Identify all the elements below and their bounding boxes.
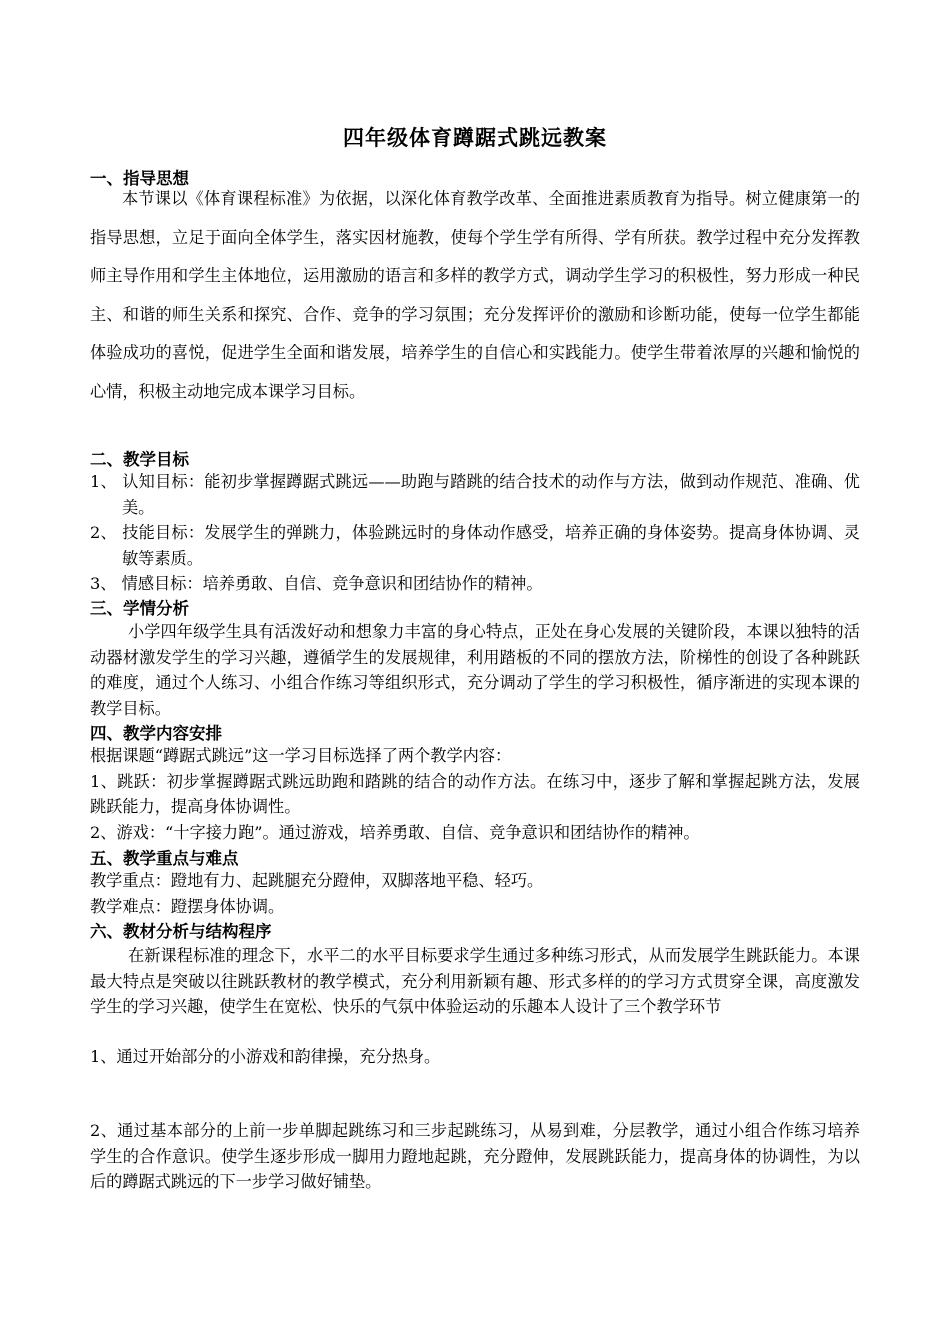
teaching-goals-list: [90, 469, 860, 597]
section-body-learner-analysis: 小学四年级学生具有活泼好动和想象力丰富的身心特点，正处在身心发展的关键阶段，本课以独特的活动器材激发学生的学习兴趣，遵循学生的发展规律，利用踏板的不同的摆放方法，阶梯性的创设了各种跳跃的难度，通过个人练习、小组合作练习等组织形式，充分调动了学生的学习积极性，循序渐进的实现本课的教学目标。: [90, 622, 860, 718]
section-heading-learner-analysis: 三、学情分析: [90, 599, 189, 618]
section-heading-key-points: 五、教学重点与难点: [90, 849, 239, 868]
section-heading-guiding-ideology: 一、指导思想: [90, 169, 189, 188]
paragraph: 2、游戏：“十字接力跑”。通过游戏，培养勇敢、自信、竞争意识和团结协作的精神。: [90, 822, 700, 842]
paragraph-step-2: 2、通过基本部分的上前一步单脚起跳练习和三步起跳练习，从易到难，分层教学，通过小组合作练习培养学生的合作意识。使学生逐步形成一脚用力蹬地起跳，充分蹬伸，发展跳跃能力，提高身体的协调性，为以后的蹲踞式跳远的下一步学习做好铺垫。: [90, 1121, 860, 1191]
section-heading-material-analysis: 六、教材分析与结构程序: [90, 922, 272, 941]
section-heading-content-arrangement: 四、教学内容安排: [90, 724, 222, 743]
paragraph: 1、跳跃：初步掌握蹲踞式跳远助跑和踏跳的结合的动作方法。在练习中，逐步了解和掌握起跳方法，发展跳跃能力，提高身体协调性。: [90, 771, 860, 816]
section-body-material-analysis: 在新课程标准的理念下，水平二的水平目标要求学生通过多种练习形式，从而发展学生跳跃能力。本课最大特点是突破以往跳跃教材的教学模式，充分利用新颖有趣、形式多样的的学习方式贯穿全课，高度激发学生的学习兴趣，使学生在宽松、快乐的气氛中体验运动的乐趣本人设计了三个教学环节: [90, 946, 860, 1016]
section-body-content-arrangement: [90, 743, 860, 845]
section-heading-teaching-goals: 二、教学目标: [90, 450, 189, 469]
paragraph: 教学重点：蹬地有力、起跳腿充分蹬伸，双脚落地平稳、轻巧。: [90, 871, 544, 890]
list-item: 1、 认知目标：能初步掌握蹲踞式跳远——助跑与踏跳的结合技术的动作与方法，做到动作规范、准确、优美。: [90, 472, 860, 517]
paragraph: 根据课题“蹲踞式跳远”这一学习目标选择了两个教学内容：: [90, 746, 512, 765]
paragraph-step-1: 1、通过开始部分的小游戏和韵律操，充分热身。: [90, 1047, 441, 1066]
paragraph: 教学难点：蹬摆身体协调。: [90, 896, 285, 916]
list-item: 2、 技能目标：发展学生的弹跳力，体验跳远时的身体动作感受，培养正确的身体姿势。提高身体协调、灵敏等素质。: [90, 523, 860, 568]
document-title: 四年级体育蹲踞式跳远教案: [343, 126, 607, 150]
section-body-key-points: [90, 868, 860, 919]
section-body-guiding-ideology: 本节课以《体育课程标准》为依据，以深化体育教学改革、全面推进素质教育为指导。树立健康第一的指导思想，立足于面向全体学生，落实因材施教，使每个学生学有所得、学有所获。教学过程中充分发挥教师主导作用和学生主体地位，运用激励的语言和多样的教学方式，调动学生学习的积极性，努力形成一种民主、和谐的师生关系和探究、合作、竞争的学习氛围；充分发挥评价的激励和诊断功能，使每一位学生都能体验成功的喜悦，促进学生全面和谐发展，培养学生的自信心和实践能力。使学生带着浓厚的兴趣和愉悦的心情，积极主动地完成本课学习目标。: [90, 189, 860, 401]
list-item: 3、 情感目标：培养勇敢、自信、竞争意识和团结协作的精神。: [90, 574, 543, 593]
